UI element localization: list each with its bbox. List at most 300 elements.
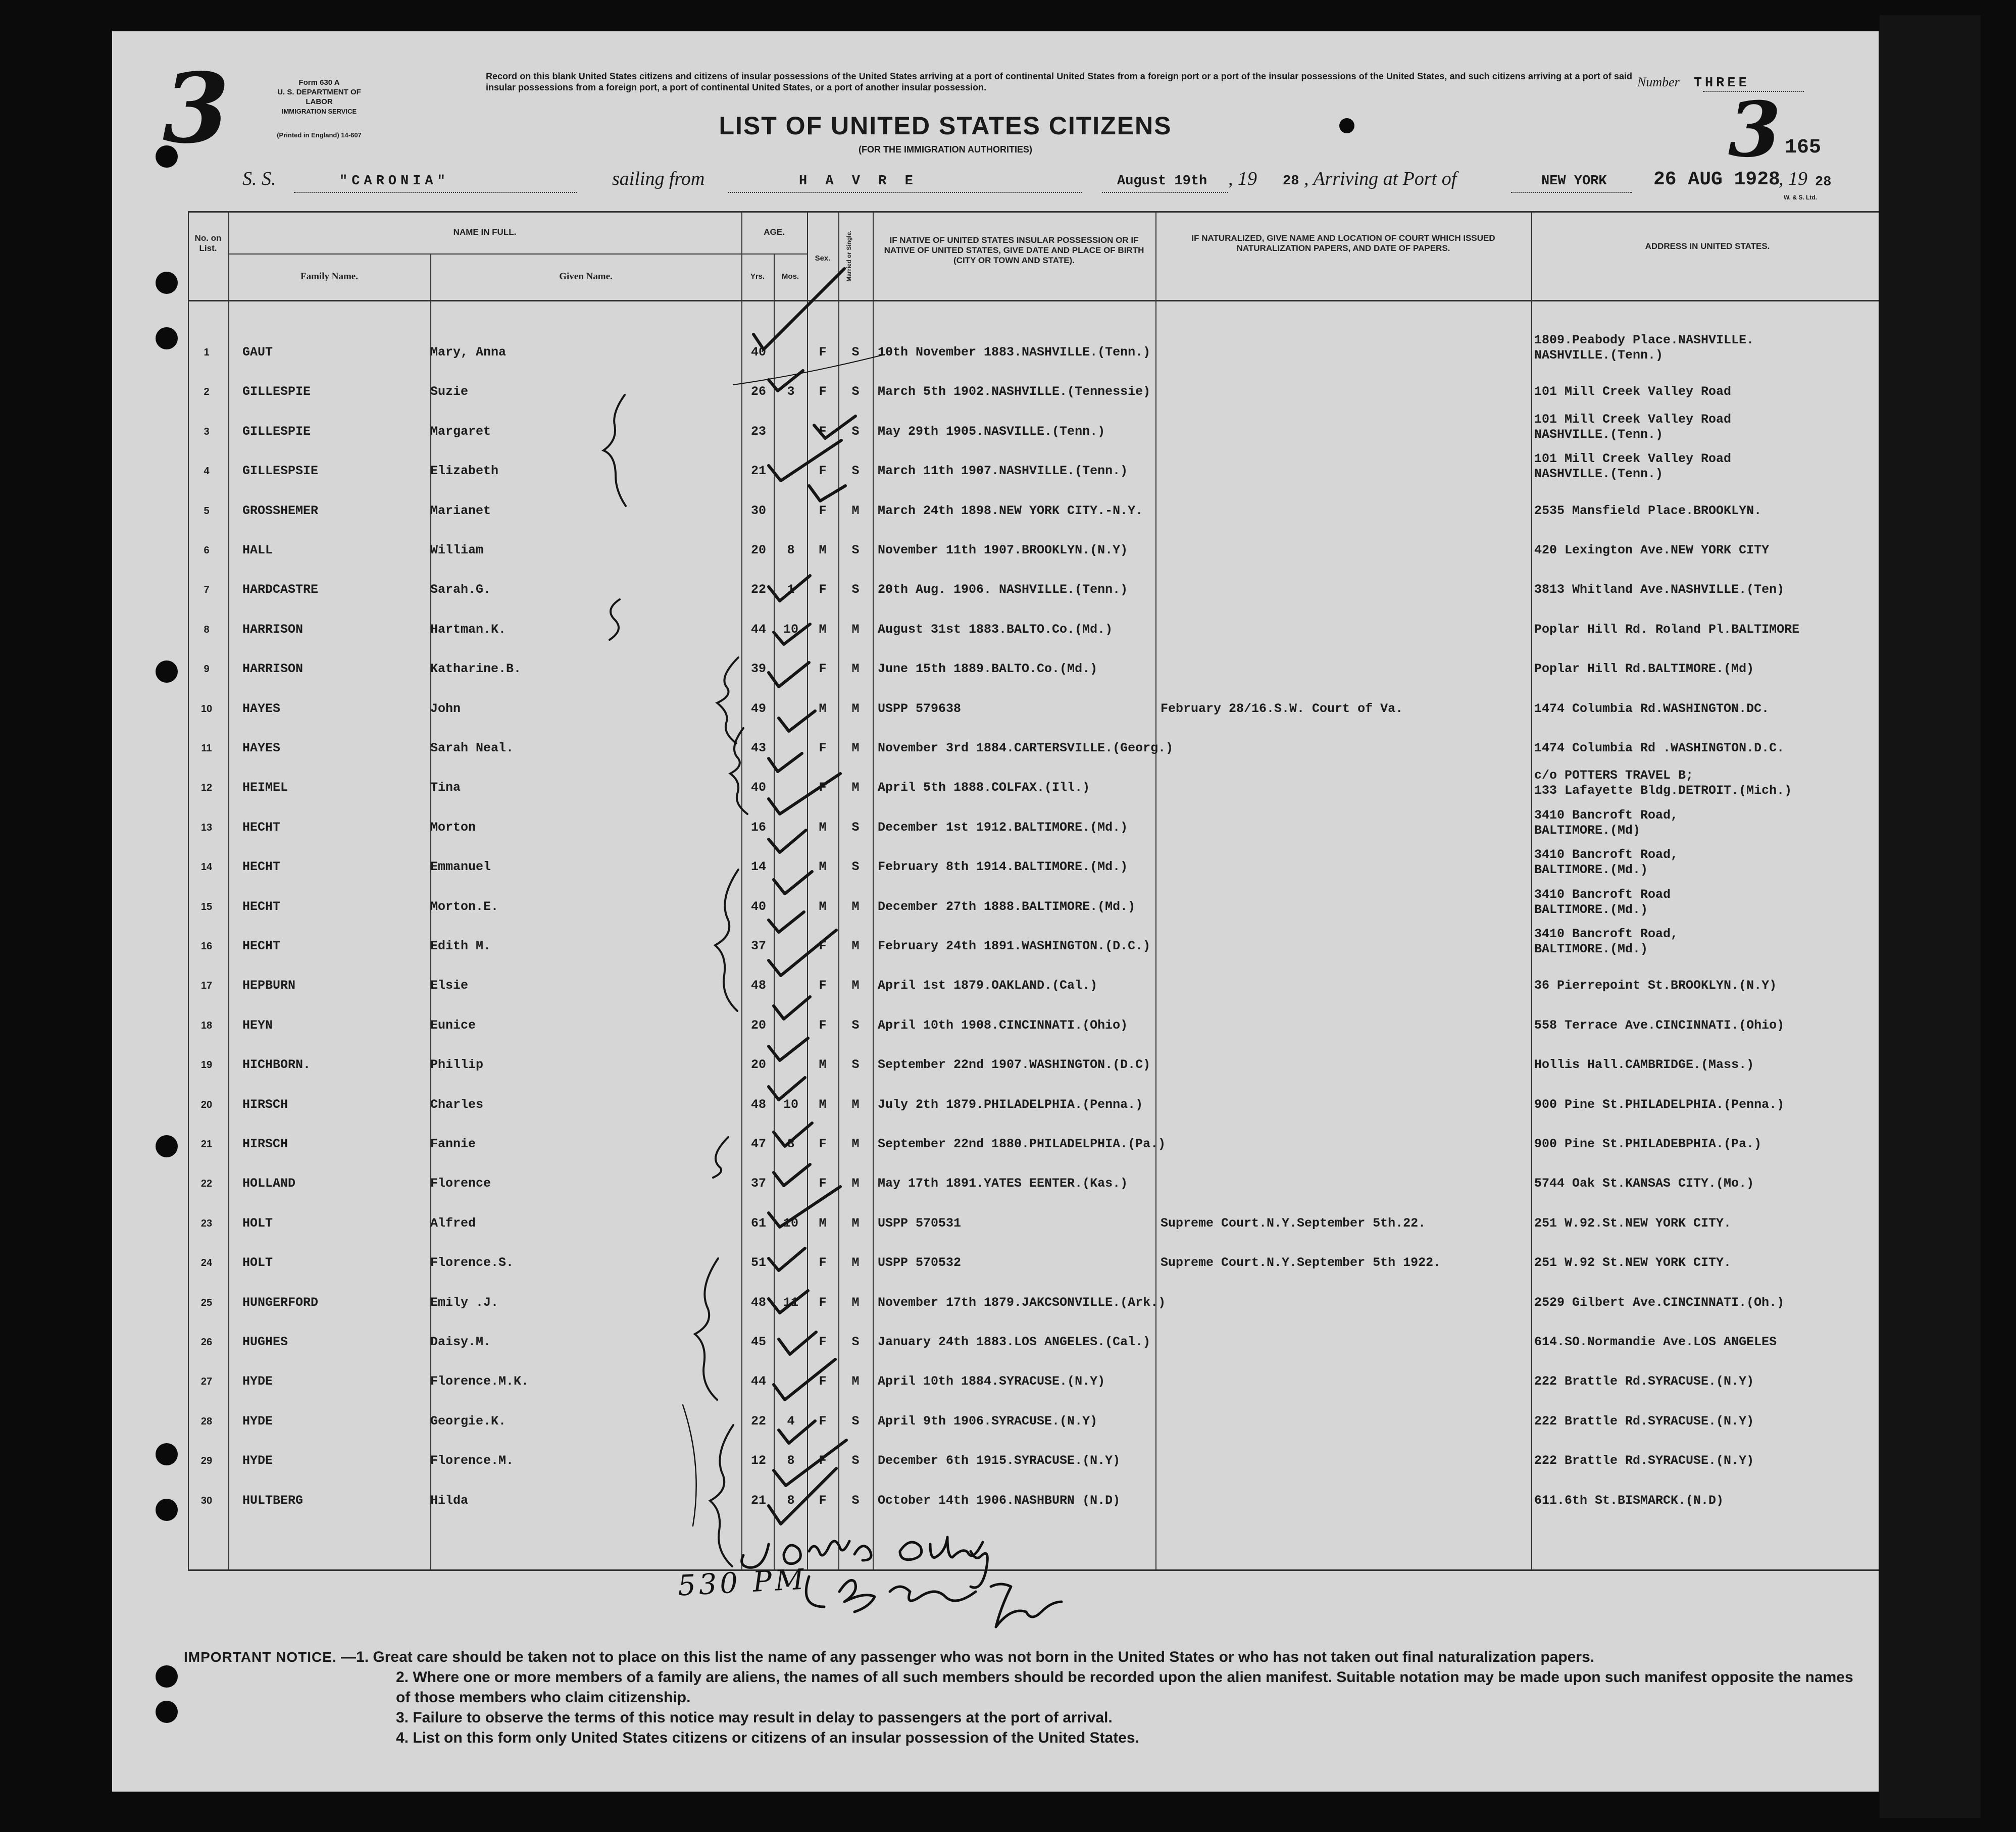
cell-no: 17 <box>200 980 213 992</box>
cell-no: 16 <box>200 941 213 952</box>
cell-ms: S <box>851 582 860 597</box>
date-stamp: 26 AUG 1928 <box>1653 169 1780 190</box>
cell-addr2: NASHVILLE.(Tenn.) <box>1534 348 1664 363</box>
cell-yrs: 51 <box>750 1255 766 1270</box>
cell-yrs: 44 <box>750 622 766 637</box>
page-subtitle: (FOR THE IMMIGRATION AUTHORITIES) <box>859 144 1032 155</box>
cell-ms: S <box>851 1493 860 1508</box>
cell-addr1: 3813 Whitland Ave.NASHVILLE.(Ten) <box>1534 582 1785 597</box>
header-naturalized: IF NATURALIZED, GIVE NAME AND LOCATION OF COURT WHICH ISSUED NATURALIZATION PAPERS, AND DATE OF PAPERS. <box>1191 233 1495 253</box>
cell-ms: M <box>851 939 860 953</box>
cell-ms: S <box>851 543 860 557</box>
cell-birth: September 22nd 1880.PHILADELPHIA.(Pa.) <box>878 1137 1166 1151</box>
cell-addr1: 900 Pine St.PHILADEBPHIA.(Pa.) <box>1534 1137 1762 1151</box>
cell-family: HYDE <box>242 1374 273 1389</box>
cell-given: Charles <box>430 1097 484 1112</box>
stamp-small: W. & S. Ltd. <box>1784 194 1817 201</box>
cell-sex: F <box>819 1374 827 1389</box>
cell-ms: M <box>851 503 860 518</box>
cell-addr2: NASHVILLE.(Tenn.) <box>1534 467 1664 482</box>
cell-no: 26 <box>200 1337 213 1348</box>
cell-addr1: c/o POTTERS TRAVEL B; <box>1534 768 1694 783</box>
cell-sex: F <box>819 1453 827 1468</box>
cell-addr2: NASHVILLE.(Tenn.) <box>1534 427 1664 442</box>
cell-given: Katharine.B. <box>430 661 522 677</box>
cell-ms: M <box>851 780 860 795</box>
cell-family: HUGHES <box>242 1335 288 1349</box>
cell-no: 29 <box>200 1455 213 1467</box>
sailing-year: 28 <box>1283 174 1299 189</box>
cell-addr1: 251 W.92.St.NEW YORK CITY. <box>1534 1215 1732 1231</box>
cell-birth: November 17th 1879.JAKCSONVILLE.(Ark.) <box>878 1295 1166 1310</box>
cell-addr2: BALTIMORE.(Md.) <box>1534 942 1648 956</box>
page-title: LIST OF UNITED STATES CITIZENS <box>719 112 1172 140</box>
cell-addr1: 3410 Bancroft Road, <box>1534 807 1679 823</box>
cell-birth: September 22nd 1907.WASHINGTON.(D.C) <box>878 1057 1151 1073</box>
cell-yrs: 20 <box>750 1057 766 1073</box>
cell-yrs: 20 <box>750 1017 766 1033</box>
cell-yrs: 45 <box>750 1335 766 1349</box>
cell-ms: S <box>851 384 860 399</box>
cell-no: 3 <box>204 426 210 437</box>
cell-given: Sarah Neal. <box>430 741 514 755</box>
cell-sex: F <box>819 741 827 755</box>
cell-birth: April 9th 1906.SYRACUSE.(N.Y) <box>878 1413 1098 1429</box>
cell-yrs: 43 <box>750 741 766 755</box>
cell-no: 4 <box>204 466 210 477</box>
cell-addr1: 101 Mill Creek Valley Road <box>1534 384 1732 399</box>
cell-ms: M <box>851 899 860 914</box>
page-number: 165 <box>1785 136 1822 159</box>
cell-given: Edith M. <box>430 939 491 953</box>
cell-addr1: Poplar Hill Rd. Roland Pl.BALTIMORE <box>1534 622 1800 637</box>
cell-family: HIRSCH <box>242 1097 288 1112</box>
header-sex: Sex. <box>815 254 831 263</box>
cell-no: 2 <box>204 386 210 398</box>
cell-no: 20 <box>200 1099 213 1110</box>
handwritten-signature-text <box>809 1533 813 1534</box>
number-value: THREE <box>1693 76 1750 91</box>
cell-no: 14 <box>200 861 213 873</box>
cell-ms: M <box>851 1097 860 1112</box>
cell-mos: 8 <box>787 1137 795 1151</box>
cell-given: Florence <box>430 1176 491 1191</box>
cell-addr2: BALTIMORE.(Md) <box>1534 823 1641 838</box>
cell-addr2: 133 Lafayette Bldg.DETROIT.(Mich.) <box>1534 783 1792 798</box>
cell-birth: January 24th 1883.LOS ANGELES.(Cal.) <box>878 1335 1151 1349</box>
cell-ms: M <box>851 1295 860 1310</box>
header-mos: Mos. <box>781 272 799 281</box>
cell-given: Elizabeth <box>430 464 499 479</box>
notice-item-1 <box>184 1647 1860 1667</box>
cell-ms: M <box>851 1374 860 1389</box>
cell-birth: March 11th 1907.NASHVILLE.(Tenn.) <box>878 464 1128 479</box>
cell-addr1: Poplar Hill Rd.BALTIMORE.(Md) <box>1534 661 1754 677</box>
cell-yrs: 12 <box>750 1453 766 1468</box>
cell-given: Alfred <box>430 1215 476 1231</box>
cell-birth: February 8th 1914.BALTIMORE.(Md.) <box>878 859 1128 875</box>
cell-sex: M <box>819 1097 827 1112</box>
cell-addr1: 1809.Peabody Place.NASHVILLE. <box>1534 333 1754 347</box>
cell-ms: M <box>851 978 860 993</box>
sailing-label: sailing from <box>612 168 705 189</box>
cell-given: Georgie.K. <box>430 1413 507 1429</box>
cell-birth: March 24th 1898.NEW YORK CITY.-N.Y. <box>878 503 1143 518</box>
preamble: Record on this blank United States citizens and citizens of insular possessions of the United States arriving at a port of continental United States from a foreign port or a port of the insular possessions of the United States, and such citizens arriving at a port of said insular possessions from a foreign port, a port of continental United States, or a port of another insular possession. <box>486 71 1632 92</box>
cell-ms: S <box>851 424 860 439</box>
cell-family: HOLT <box>242 1215 273 1231</box>
header-family-name: Family Name. <box>300 271 358 282</box>
cell-addr1: 3410 Bancroft Road, <box>1534 927 1679 941</box>
cell-birth: 20th Aug. 1906. NASHVILLE.(Tenn.) <box>878 582 1128 597</box>
cell-family: HICHBORN. <box>242 1057 311 1073</box>
cell-yrs: 16 <box>750 820 766 835</box>
corner-numeral: 3 <box>163 52 230 165</box>
cell-family: GROSSHEMER <box>242 503 319 518</box>
cell-yrs: 30 <box>750 503 766 518</box>
cell-given: Margaret <box>430 424 491 439</box>
cell-no: 5 <box>204 505 210 517</box>
cell-family: GILLESPIE <box>242 384 311 399</box>
cell-birth: December 27th 1888.BALTIMORE.(Md.) <box>878 899 1136 914</box>
ship-name: "CARONIA" <box>339 174 449 189</box>
header-birth: IF NATIVE OF UNITED STATES INSULAR POSSESSION OR IF NATIVE OF UNITED STATES, GIVE DATE AND PLACE OF BIRTH (CITY OR TOWN AND STATE). <box>884 235 1144 265</box>
cell-family: HAYES <box>242 741 281 755</box>
cell-birth: April 10th 1884.SYRACUSE.(N.Y) <box>878 1374 1105 1389</box>
cell-given: Mary, Anna <box>430 345 507 360</box>
number-label: Number <box>1637 75 1680 89</box>
cell-ms: S <box>851 1413 860 1429</box>
cell-family: GILLESPIE <box>242 424 311 439</box>
cell-no: 10 <box>200 703 213 715</box>
cell-given: Hilda <box>430 1493 469 1508</box>
date-stamp-year: 28 <box>1815 175 1832 190</box>
cell-birth: USPP 570531 <box>878 1215 962 1231</box>
cell-birth: November 11th 1907.BROOKLYN.(N.Y) <box>878 543 1128 557</box>
cell-addr1: 101 Mill Creek Valley Road <box>1534 412 1732 427</box>
cell-mos: 10 <box>783 622 798 637</box>
cell-yrs: 61 <box>750 1215 766 1231</box>
cell-family: HUNGERFORD <box>242 1295 319 1310</box>
cell-mos: 11 <box>783 1295 798 1310</box>
cell-family: HECHT <box>242 899 281 914</box>
cell-addr1: 1474 Columbia Rd .WASHINGTON.D.C. <box>1534 741 1785 755</box>
cell-family: HYDE <box>242 1413 273 1429</box>
cell-addr1: 900 Pine St.PHILADELPHIA.(Penna.) <box>1534 1097 1785 1112</box>
cell-yrs: 14 <box>750 859 766 875</box>
cell-yrs: 49 <box>750 701 766 716</box>
cell-given: Morton.E. <box>430 899 499 914</box>
cell-sex: F <box>819 1295 827 1310</box>
cell-addr1: 222 Brattle Rd.SYRACUSE.(N.Y) <box>1534 1374 1754 1389</box>
cell-sex: F <box>819 424 827 439</box>
port-to: NEW YORK <box>1541 174 1607 189</box>
cell-no: 9 <box>204 664 210 675</box>
cell-no: 8 <box>204 624 210 635</box>
notice-item-2: 2. Where one or more members of a family are aliens, the names of all such members should be recorded upon the alien manifest. Suitable notation may be made upon such manifest opposite the names of those members who claim citizenship. <box>396 1669 1853 1706</box>
cell-no: 22 <box>200 1178 213 1190</box>
cell-no: 13 <box>200 822 213 833</box>
cell-sex: M <box>819 543 827 557</box>
cell-sex: F <box>819 1413 827 1429</box>
cell-yrs: 48 <box>750 978 766 993</box>
cell-yrs: 21 <box>750 464 766 479</box>
notice-item-4: 4. List on this form only United States citizens or citizens of an insular possession of the United States. <box>396 1729 1139 1746</box>
cell-no: 1 <box>204 347 210 358</box>
cell-no: 18 <box>200 1020 213 1031</box>
header-married-single: Married or Single. <box>845 230 852 282</box>
date-stamp-year-suffix: , 19 <box>1779 168 1807 189</box>
cell-sex: F <box>819 661 827 677</box>
cell-addr1: Hollis Hall.CAMBRIDGE.(Mass.) <box>1534 1057 1754 1073</box>
cell-given: Florence.S. <box>430 1255 514 1270</box>
cell-given: Eunice <box>430 1017 476 1033</box>
arriving-label: , Arriving at Port of <box>1304 168 1457 189</box>
cell-birth: November 3rd 1884.CARTERSVILLE.(Georg.) <box>878 741 1174 755</box>
cell-addr1: 558 Terrace Ave.CINCINNATI.(Ohio) <box>1534 1017 1785 1033</box>
cell-given: Tina <box>430 780 461 795</box>
cell-given: Fannie <box>430 1137 476 1151</box>
cell-birth: March 5th 1902.NASHVILLE.(Tennessie) <box>878 384 1151 399</box>
cell-birth: December 1st 1912.BALTIMORE.(Md.) <box>878 820 1128 835</box>
cell-no: 12 <box>200 782 213 794</box>
cell-sex: F <box>819 939 827 953</box>
cell-yrs: 22 <box>750 582 766 597</box>
cell-given: Daisy.M. <box>430 1335 491 1349</box>
cell-ms: S <box>851 859 860 875</box>
cell-birth: 10th November 1883.NASHVILLE.(Tenn.) <box>878 345 1151 360</box>
cell-no: 27 <box>200 1376 213 1388</box>
cell-yrs: 40 <box>750 345 766 360</box>
cell-birth: June 15th 1889.BALTO.Co.(Md.) <box>878 661 1098 677</box>
cell-yrs: 23 <box>750 424 766 439</box>
cell-ms: M <box>851 1137 860 1151</box>
cell-yrs: 37 <box>750 1176 766 1191</box>
cell-yrs: 40 <box>750 899 766 914</box>
cell-ms: M <box>851 701 860 716</box>
cell-given: Hartman.K. <box>430 622 507 637</box>
cell-addr2: BALTIMORE.(Md.) <box>1534 862 1648 878</box>
scan-edge <box>1880 15 1981 1818</box>
cell-sex: M <box>819 622 827 637</box>
cell-family: HOLT <box>242 1255 273 1270</box>
cell-family: HEPBURN <box>242 978 296 993</box>
cell-addr1: 3410 Bancroft Road <box>1534 887 1671 902</box>
notice-heading: IMPORTANT NOTICE. <box>184 1649 337 1665</box>
cell-family: HAYES <box>242 701 281 716</box>
cell-family: GILLESPSIE <box>242 464 319 479</box>
cell-yrs: 26 <box>750 384 766 399</box>
cell-family: HECHT <box>242 939 281 953</box>
cell-nat: February 28/16.S.W. Court of Va. <box>1161 701 1403 716</box>
cell-addr1: 101 Mill Creek Valley Road <box>1534 451 1732 467</box>
cell-yrs: 47 <box>750 1137 766 1151</box>
cell-given: Elsie <box>430 978 469 993</box>
cell-sex: F <box>819 1493 827 1508</box>
cell-family: HYDE <box>242 1453 273 1468</box>
cell-sex: M <box>819 899 827 914</box>
cell-ms: S <box>851 1335 860 1349</box>
cell-addr1: 222 Brattle Rd.SYRACUSE.(N.Y) <box>1534 1453 1754 1468</box>
cell-ms: M <box>851 1215 860 1231</box>
cell-given: Marianet <box>430 503 491 518</box>
cell-birth: October 14th 1906.NASHBURN (N.D) <box>878 1493 1121 1508</box>
cell-given: Florence.M.K. <box>430 1374 529 1389</box>
cell-yrs: 37 <box>750 939 766 953</box>
cell-family: HEIMEL <box>242 780 288 795</box>
cell-mos: 8 <box>787 1493 795 1508</box>
cell-birth: May 17th 1891.YATES EENTER.(Kas.) <box>878 1176 1128 1191</box>
cell-ms: M <box>851 1176 860 1191</box>
cell-mos: 10 <box>783 1097 798 1112</box>
notice-item-3: 3. Failure to observe the terms of this notice may result in delay to passengers at the port of arrival. <box>396 1709 1113 1726</box>
ss-label: S. S. <box>242 168 276 189</box>
cell-family: HULTBERG <box>242 1493 304 1508</box>
notice-text: —1. Great care should be taken not to place on this list the name of any passenger who was not born in the United States or who has not taken out final naturalization papers. <box>341 1649 1595 1665</box>
cell-no: 25 <box>200 1297 213 1308</box>
cell-sex: M <box>819 701 827 716</box>
cell-family: HARRISON <box>242 661 304 677</box>
cell-mos: 10 <box>783 1215 798 1231</box>
cell-given: Phillip <box>430 1057 484 1073</box>
cell-birth: July 2th 1879.PHILADELPHIA.(Penna.) <box>878 1097 1143 1112</box>
cell-sex: M <box>819 859 827 875</box>
cell-given: Morton <box>430 820 476 835</box>
cell-addr1: 36 Pierrepoint St.BROOKLYN.(N.Y) <box>1534 978 1777 993</box>
cell-addr1: 611.6th St.BISMARCK.(N.D) <box>1534 1493 1724 1508</box>
cell-sex: F <box>819 503 827 518</box>
cell-addr1: 420 Lexington Ave.NEW YORK CITY <box>1534 543 1770 557</box>
cell-sex: M <box>819 1057 827 1073</box>
cell-ms: S <box>851 1017 860 1033</box>
cell-ms: S <box>851 820 860 835</box>
cell-no: 28 <box>200 1415 213 1427</box>
cell-family: HARRISON <box>242 622 304 637</box>
cell-ms: M <box>851 622 860 637</box>
cell-no: 6 <box>204 545 210 556</box>
cell-birth: April 10th 1908.CINCINNATI.(Ohio) <box>878 1017 1128 1033</box>
header-age: AGE. <box>764 227 785 237</box>
cell-mos: 1 <box>787 582 795 597</box>
cell-ms: M <box>851 661 860 677</box>
cell-ms: S <box>851 345 860 360</box>
cell-no: 24 <box>200 1257 213 1269</box>
cell-no: 30 <box>200 1495 213 1506</box>
cell-yrs: 39 <box>750 661 766 677</box>
cell-family: HIRSCH <box>242 1137 288 1151</box>
header-yrs: Yrs. <box>750 272 765 281</box>
cell-addr1: 2529 Gilbert Ave.CINCINNATI.(Oh.) <box>1534 1295 1785 1310</box>
cell-addr1: 3410 Bancroft Road, <box>1534 847 1679 862</box>
cell-no: 23 <box>200 1217 213 1229</box>
cell-given: John <box>430 701 461 716</box>
big-numeral: 3 <box>1728 85 1781 174</box>
header-given-name: Given Name. <box>559 271 613 282</box>
manifest-sheet <box>112 31 1879 1792</box>
cell-ms: S <box>851 464 860 479</box>
cell-sex: F <box>819 1176 827 1191</box>
form-number: Form 630 A <box>298 78 340 87</box>
cell-given: Suzie <box>430 384 469 399</box>
cell-birth: USPP 570532 <box>878 1255 962 1270</box>
cell-addr1: 222 Brattle Rd.SYRACUSE.(N.Y) <box>1534 1413 1754 1429</box>
cell-nat: Supreme Court.N.Y.September 5th.22. <box>1161 1215 1426 1231</box>
cell-sex: F <box>819 384 827 399</box>
department-name: U. S. DEPARTMENT OF LABOR <box>277 88 361 106</box>
cell-birth: December 6th 1915.SYRACUSE.(N.Y) <box>878 1453 1121 1468</box>
header-no: No. on List. <box>194 233 222 253</box>
cell-no: 7 <box>204 584 210 596</box>
cell-mos: 3 <box>787 384 795 399</box>
cell-sex: M <box>819 820 827 835</box>
cell-family: GAUT <box>242 345 273 360</box>
cell-ms: M <box>851 1255 860 1270</box>
cell-yrs: 21 <box>750 1493 766 1508</box>
cell-given: Sarah.G. <box>430 582 491 597</box>
cell-family: HEYN <box>242 1017 273 1033</box>
handwritten-time: 530 PM <box>677 1563 808 1603</box>
cell-ms: S <box>851 1453 860 1468</box>
cell-given: Emily .J. <box>430 1295 499 1310</box>
service-name: IMMIGRATION SERVICE <box>281 108 357 115</box>
cell-no: 21 <box>200 1139 213 1150</box>
cell-mos: 8 <box>787 543 795 557</box>
cell-sex: F <box>819 1335 827 1349</box>
port-from: H A V R E <box>799 174 918 189</box>
cell-no: 11 <box>201 743 212 754</box>
cell-family: HARDCASTRE <box>242 582 319 597</box>
cell-no: 15 <box>200 901 213 912</box>
cell-given: Florence.M. <box>430 1453 514 1468</box>
cell-given: William <box>430 543 484 557</box>
cell-mos: 4 <box>787 1413 795 1429</box>
cell-birth: February 24th 1891.WASHINGTON.(D.C.) <box>878 939 1151 953</box>
year-prefix: , 19 <box>1228 168 1257 189</box>
cell-birth: April 5th 1888.COLFAX.(Ill.) <box>878 780 1090 795</box>
sailing-date: August 19th <box>1117 174 1207 189</box>
cell-no: 19 <box>200 1059 213 1071</box>
cell-sex: F <box>819 1255 827 1270</box>
cell-family: HOLLAND <box>242 1176 296 1191</box>
cell-sex: F <box>819 345 827 360</box>
printed-note: (Printed in England) 14-607 <box>277 131 362 139</box>
cell-addr1: 1474 Columbia Rd.WASHINGTON.DC. <box>1534 701 1770 716</box>
handwritten-checkmarks <box>112 31 1879 1792</box>
cell-sex: F <box>819 582 827 597</box>
cell-sex: F <box>819 780 827 795</box>
cell-ms: M <box>851 741 860 755</box>
header-address: ADDRESS IN UNITED STATES. <box>1645 241 1770 251</box>
cell-birth: USPP 579638 <box>878 701 962 716</box>
cell-sex: F <box>819 978 827 993</box>
cell-addr1: 251 W.92 St.NEW YORK CITY. <box>1534 1255 1732 1270</box>
cell-sex: F <box>819 1137 827 1151</box>
cell-given: Emmanuel <box>430 859 491 875</box>
cell-family: HECHT <box>242 820 281 835</box>
cell-yrs: 22 <box>750 1413 766 1429</box>
cell-addr1: 5744 Oak St.KANSAS CITY.(Mo.) <box>1534 1176 1754 1191</box>
cell-sex: F <box>819 464 827 479</box>
cell-birth: April 1st 1879.OAKLAND.(Cal.) <box>878 978 1098 993</box>
cell-yrs: 44 <box>750 1374 766 1389</box>
cell-addr1: 2535 Mansfield Place.BROOKLYN. <box>1534 503 1762 518</box>
cell-addr1: 614.SO.Normandie Ave.LOS ANGELES <box>1534 1335 1777 1349</box>
important-notice <box>184 1647 1860 1748</box>
cell-sex: F <box>819 1017 827 1033</box>
cell-yrs: 20 <box>750 543 766 557</box>
cell-birth: August 31st 1883.BALTO.Co.(Md.) <box>878 622 1113 637</box>
cell-yrs: 48 <box>750 1097 766 1112</box>
